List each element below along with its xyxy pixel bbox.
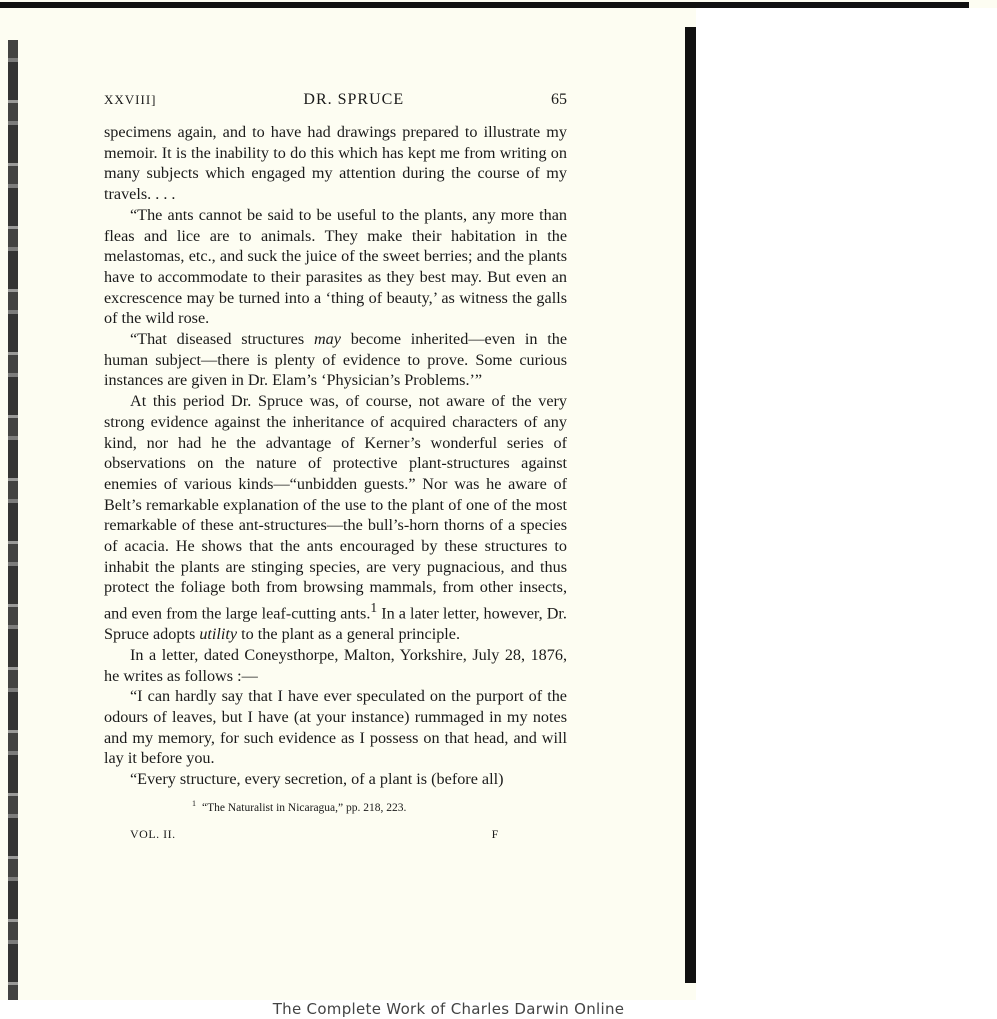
paragraph-4-middle: In a later letter, however, Dr. Spruce adopts: [104, 604, 567, 644]
right-blank-margin: [696, 8, 997, 1000]
running-header: [104, 90, 567, 122]
body-text: [104, 122, 567, 790]
paragraph-3: [104, 329, 567, 391]
paragraph-1: specimens again, and to have had drawings prepared to illustrate my memoir. It is the inability to do this which has kept me from writing on many subjects which engaged my attention during the course of my travels. . . .: [104, 123, 567, 204]
paragraph-6: “I can hardly say that I have ever speculated on the purport of the odours of leaves, but I have (at your instance) rummaged in my notes and my memory, for such evidence as I possess on that head, and will lay it before you.: [104, 687, 567, 768]
emphasis-may: may: [313, 330, 341, 349]
chapter-number: XXVIII]: [104, 92, 157, 107]
volume-label: VOL. II.: [130, 826, 176, 841]
page-number: 65: [551, 91, 567, 108]
paragraph-4-before: At this period Dr. Spruce was, of course, not aware of the very strong evidence against the inheritance of acquired characters of any kind, nor had he the advantage of Kerner’s wonderful series of observations on the nature of protective plant-structures against enemies of various kinds—“unbidden guests.” Nor was he aware of Belt’s remarkable explanation of the use to the plant of one of the most remarkable of these ant-structures—the bull’s-horn thorns of a species of acacia. He shows that the ants encouraged by these structures to inhabit the plants are stinging species, are very pugnacious, and thus protect the foliage both from browsing mammals, from other insects, and even from the large leaf-cutting ants.: [104, 392, 567, 623]
running-title: DR. SPRUCE: [303, 91, 405, 108]
footnote-marker: 1: [192, 798, 196, 808]
paragraph-4: [104, 391, 567, 645]
paragraph-2: “The ants cannot be said to be useful to the plants, any more than fleas and lice are to animals. They make their habitation in the melastomas, etc., and suck the juice of the sweet berries; and the plants have to accommodate to their parasites as they best may. But even an excrescence may be turned into a ‘thing of beauty,’ as witness the galls of the wild rose.: [104, 205, 567, 328]
book-page: [104, 90, 567, 844]
emphasis-utility: utility: [199, 625, 238, 644]
site-caption: The Complete Work of Charles Darwin Online: [272, 1000, 625, 1018]
paragraph-3-before: “That diseased structures: [130, 330, 314, 349]
paragraph-4-after: to the plant as a general principle.: [237, 625, 461, 644]
signature-mark: F: [491, 826, 499, 841]
footnote: [104, 796, 567, 816]
right-scan-border: [685, 27, 696, 983]
paragraph-3-after: become inherited—even in the human subject—there is plenty of evidence to prove. Some curious instances are given in Dr. Elam’s ‘Physician’s Problems.’”: [104, 330, 567, 390]
footnote-text: “The Naturalist in Nicaragua,” pp. 218, 223.: [202, 801, 407, 814]
signature-line: [104, 824, 567, 845]
paragraph-7: “Every structure, every secretion, of a plant is (before all): [130, 770, 504, 789]
footnote-reference: 1: [370, 600, 378, 616]
paragraph-5: In a letter, dated Coneysthorpe, Malton, Yorkshire, July 28, 1876, he writes as follows :—: [104, 645, 567, 685]
left-binding-edge: [8, 40, 18, 1000]
